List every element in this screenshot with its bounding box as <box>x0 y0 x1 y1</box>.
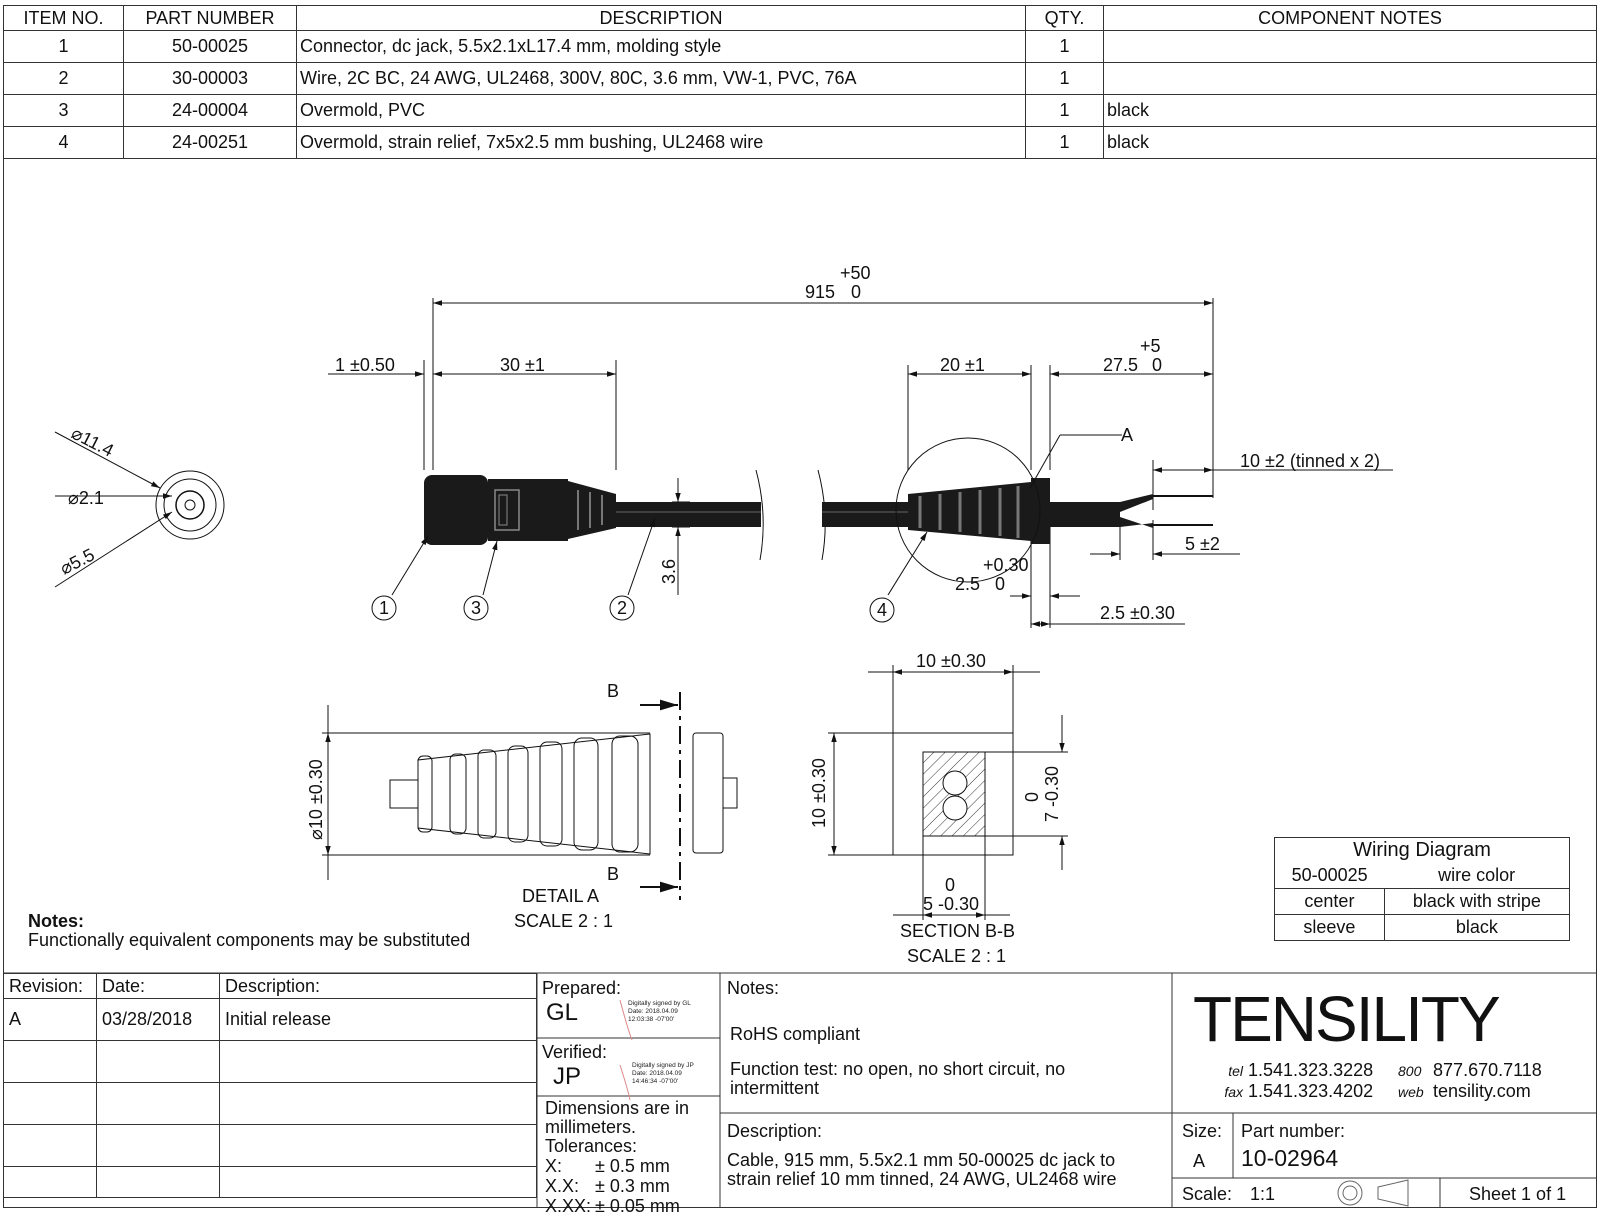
section-inner-w: 5 -0.30 <box>923 894 980 914</box>
bom-item: 1 <box>4 31 124 63</box>
bom-header-part: PART NUMBER <box>124 6 297 31</box>
balloon-1: 1 <box>378 598 390 618</box>
title-notes-line2: Function test: no open, no short circuit, no <box>730 1059 1066 1079</box>
overall-length: 915 <box>805 282 836 302</box>
bom-header-qty: QTY. <box>1026 6 1104 31</box>
company-logo: TENSILITY <box>1193 983 1499 1055</box>
bom-notes: black <box>1104 127 1597 159</box>
prepared-signature: Digitally signed by GL Date: 2018.04.09 12:03:38 -07'00' <box>628 1000 691 1023</box>
section-letter-top: B <box>607 681 620 701</box>
table-row <box>4 1083 537 1125</box>
bom-desc: Connector, dc jack, 5.5x2.1xL17.4 mm, molding style <box>297 31 1026 63</box>
rev-header-description: Description: <box>220 974 537 999</box>
bom-notes: black <box>1104 95 1597 127</box>
description-label: Description: <box>727 1121 823 1141</box>
bom-desc: Wire, 2C BC, 24 AWG, UL2468, 300V, 80C, 3.6 mm, VW-1, PVC, 76A <box>297 63 1026 95</box>
detail-dia: ⌀10 ±0.30 <box>306 759 326 840</box>
section-inner-h: 7 -0.30 <box>1042 765 1062 822</box>
projection-symbol-icon <box>1338 1180 1408 1206</box>
signature-mark-icon <box>620 1065 630 1100</box>
dim-dia-bore: ⌀5.5 <box>56 544 98 579</box>
dim-dia-outer: ⌀11.4 <box>68 422 117 461</box>
revision-table <box>3 973 537 1198</box>
bom-desc: Overmold, strain relief, 7x5x2.5 mm bushing, UL2468 wire <box>297 127 1026 159</box>
detail-title: DETAIL A <box>522 886 600 906</box>
prepared-label: Prepared: <box>542 978 622 998</box>
verified-signature: Digitally signed by JP Date: 2018.04.09 14:46:34 -07'00' <box>632 1062 694 1085</box>
dim-cable-dia: 3.6 <box>659 558 679 584</box>
section-inner-w-top: 0 <box>945 875 956 895</box>
section-inner-h-top: 0 <box>1022 791 1042 802</box>
section-title: SECTION B-B <box>900 921 1016 941</box>
description-line1: Cable, 915 mm, 5.5x2.1 mm 50-00025 dc jack to <box>727 1150 1116 1170</box>
bom-qty: 1 <box>1026 63 1104 95</box>
dim-dia-pin: ⌀2.1 <box>68 488 104 508</box>
table-row <box>4 1167 537 1198</box>
bom-qty: 1 <box>1026 31 1104 63</box>
section-width: 10 ±0.30 <box>916 651 986 671</box>
bom-item: 4 <box>4 127 124 159</box>
wiring-col1: 50-00025 <box>1275 863 1385 889</box>
overall-tol-low: 0 <box>851 282 862 302</box>
title-notes-line3: intermittent <box>730 1078 820 1098</box>
bom-qty: 1 <box>1026 127 1104 159</box>
rev-desc: Initial release <box>220 999 537 1041</box>
bom-part: 50-00025 <box>124 31 297 63</box>
overall-tol: +50 <box>840 263 871 283</box>
dim-275-tol: +5 <box>1140 336 1161 356</box>
balloon-4: 4 <box>876 600 888 620</box>
wiring-col2: wire color <box>1384 863 1569 889</box>
wiring-pin: sleeve <box>1275 915 1385 941</box>
cable-right <box>822 478 1213 544</box>
prepared-by: GL <box>546 999 579 1026</box>
bom-header-notes: COMPONENT NOTES <box>1104 6 1597 31</box>
detail-ref: A <box>1121 425 1134 445</box>
table-row <box>4 1041 537 1083</box>
bom-part: 24-00251 <box>124 127 297 159</box>
section-height: 10 ±0.30 <box>809 758 829 828</box>
wiring-pin: center <box>1275 889 1385 915</box>
wiring-color: black <box>1384 915 1569 941</box>
dim-25-tol: +0.30 <box>983 555 1029 575</box>
rev-header-date: Date: <box>97 974 220 999</box>
detail-a-view <box>322 692 737 900</box>
rev-date: 03/28/2018 <box>97 999 220 1041</box>
wiring-diagram <box>1274 837 1570 941</box>
notes-title: Notes: <box>28 911 85 931</box>
rev-header-revision: Revision: <box>4 974 97 999</box>
dim-275-low: 0 <box>1152 355 1163 375</box>
size-value: A <box>1193 1151 1206 1171</box>
table-row <box>4 1125 537 1167</box>
section-letter-bottom: B <box>607 864 620 884</box>
rev-value: A <box>4 999 97 1041</box>
title-notes-label: Notes: <box>727 978 780 998</box>
bom-part: 30-00003 <box>124 63 297 95</box>
cable-left <box>424 475 761 545</box>
verified-label: Verified: <box>542 1042 608 1062</box>
contact-block: tel 1.541.323.3228 800 877.670.7118 fax 1.541.323.4202 web tensility.com <box>1224 1060 1542 1101</box>
dim-25b: 2.5 ±0.30 <box>1100 603 1175 623</box>
bom-qty: 1 <box>1026 95 1104 127</box>
dim-25-low: 0 <box>995 574 1006 594</box>
scale-value: 1:1 <box>1250 1184 1276 1204</box>
notes-text: Functionally equivalent components may be substituted <box>28 930 471 950</box>
wiring-color: black with stripe <box>1384 889 1569 915</box>
table-row <box>1275 889 1570 915</box>
dim-split: 5 ±2 <box>1185 534 1220 554</box>
section-scale: SCALE 2 : 1 <box>907 946 1007 966</box>
verified-by: JP <box>553 1063 582 1090</box>
tolerances: X: ± 0.5 mm X.X: ± 0.3 mm X.XX: ± 0.05 mm <box>545 1156 680 1216</box>
bom-header-item: ITEM NO. <box>4 6 124 31</box>
dim-20: 20 ±1 <box>940 355 985 375</box>
scale-label: Scale: <box>1182 1184 1233 1204</box>
wiring-title: Wiring Diagram <box>1275 838 1570 864</box>
sheet-number: Sheet 1 of 1 <box>1469 1184 1567 1204</box>
detail-scale: SCALE 2 : 1 <box>514 911 614 931</box>
description-line2: strain relief 10 mm tinned, 24 AWG, UL2468 wire <box>727 1169 1117 1189</box>
table-row <box>1275 915 1570 941</box>
bom-desc: Overmold, PVC <box>297 95 1026 127</box>
dim-30: 30 ±1 <box>500 355 545 375</box>
dims-note: Dimensions are in millimeters. Tolerances: <box>545 1098 690 1156</box>
bom-header-description: DESCRIPTION <box>297 6 1026 31</box>
bom-part: 24-00004 <box>124 95 297 127</box>
dim-275: 27.5 <box>1103 355 1139 375</box>
dim-tinned: 10 ±2 (tinned x 2) <box>1240 451 1380 471</box>
dim-1: 1 ±0.50 <box>335 355 395 375</box>
table-row <box>4 999 537 1041</box>
part-number-label: Part number: <box>1241 1121 1346 1141</box>
bom-item: 2 <box>4 63 124 95</box>
balloon-3: 3 <box>470 598 482 618</box>
title-notes-line1: RoHS compliant <box>730 1024 861 1044</box>
balloon-2: 2 <box>616 598 628 618</box>
bom-item: 3 <box>4 95 124 127</box>
dim-25: 2.5 <box>955 574 981 594</box>
part-number: 10-02964 <box>1241 1145 1339 1171</box>
size-label: Size: <box>1182 1121 1223 1141</box>
